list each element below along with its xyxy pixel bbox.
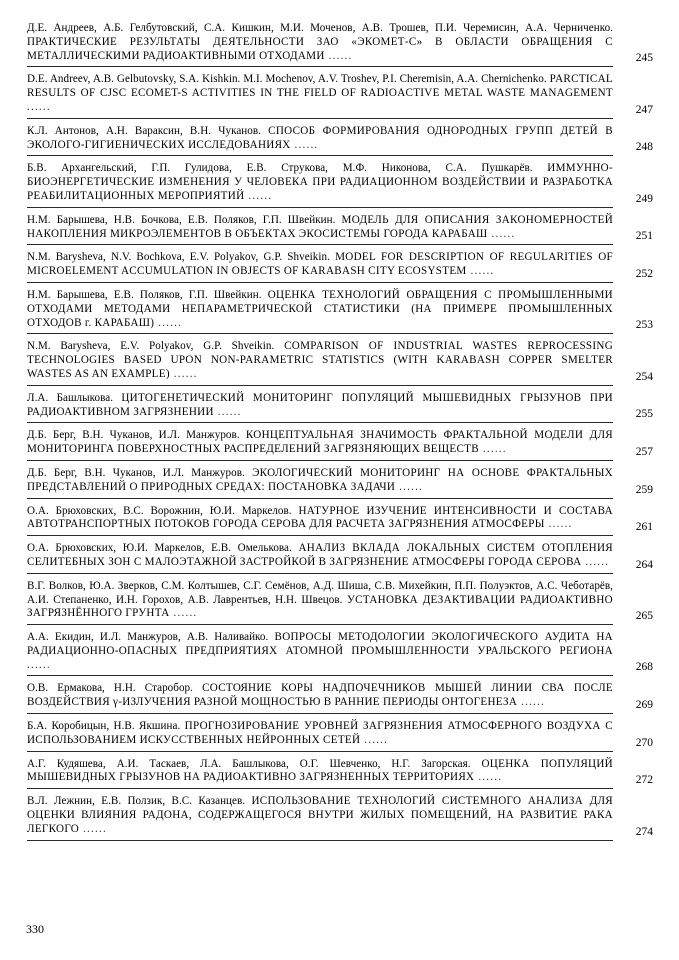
toc-entry-text: [27, 542, 613, 570]
entry-page-number: 249: [635, 192, 653, 205]
toc-entry-text: [27, 795, 613, 836]
entry-page-number: 261: [635, 521, 653, 534]
entry-title: НАТУРНОЕ ИЗУЧЕНИЕ ИНТЕНСИВНОСТИ И СОСТАВА АВТОТРАНСПОРТНЫХ ПОТОКОВ ГОРОДА СЕРОВА ДЛЯ РАСЧЕТА ЗАГРЯЗНЕНИЯ АТМОСФЕРЫ: [27, 504, 613, 531]
entry-title: COMPARISON OF INDUSTRIAL WASTES REPROCESSING TECHNOLOGIES BASED UPON NON-PARAMETRIC STATISTICS (WITH KARABASH COPPER SMELTER WASTES AS AN EXAMPLE): [27, 340, 614, 380]
entry-authors: Н.М. Барышева, Н.В. Бочкова, Е.В. Поляков, Г.П. Швейкин.: [27, 213, 336, 226]
entry-authors: Н.М. Барышева, Е.В. Поляков, Г.П. Швейкин.: [27, 288, 262, 301]
entry-authors: А.А. Екидин, И.Л. Манжуров, А.В. Наливайко.: [27, 631, 269, 644]
entry-title: ОЦЕНКА ПОПУЛЯЦИЙ МЫШЕВИДНЫХ ГРЫЗУНОВ НА РАДИОАКТИВНО ЗАГРЯЗНЕННЫХ ТЕРРИТОРИЯХ: [27, 757, 613, 784]
toc-entry-text: [27, 758, 613, 786]
entry-page-number: 270: [635, 736, 653, 749]
entry-page-number: 272: [635, 774, 653, 787]
dot-leader: ......: [474, 771, 503, 784]
entry-page-number: 255: [635, 408, 653, 421]
entry-authors: N.M. Barysheva, N.V. Bochkova, E.V. Polyakov, G.P. Shveikin.: [27, 251, 330, 264]
entry-authors: Д.Б. Берг, В.Н. Чуканов, И.Л. Манжуров.: [27, 466, 245, 479]
dot-leader: ......: [290, 138, 319, 151]
toc-entry[interactable]: [27, 466, 653, 499]
dot-leader: ......: [324, 49, 353, 62]
entry-page-number: 265: [635, 610, 653, 623]
dot-leader: ......: [169, 607, 198, 620]
toc-entry[interactable]: [27, 73, 653, 118]
entry-page-number: 245: [635, 52, 653, 65]
entry-title: ЦИТОГЕНЕТИЧЕСКИЙ МОНИТОРИНГ ПОПУЛЯЦИЙ МЫШЕВИДНЫХ ГРЫЗУНОВ ПРИ РАДИОАКТИВНОМ ЗАГРЯЗНЕНИИ: [27, 391, 613, 418]
entry-title: MODEL FOR DESCRIPTION OF REGULARITIES OF MICROELEMENT ACCUMULATION IN OBJECTS OF KARABASH CITY ECOSYSTEM: [27, 251, 614, 278]
toc-entry[interactable]: [27, 682, 653, 714]
toc-entry-text: [27, 251, 613, 279]
entry-authors: О.А. Брюховских, Ю.И. Маркелов, Е.В. Омелькова.: [27, 542, 292, 555]
entry-title: ПРОГНОЗИРОВАНИЕ УРОВНЕЙ ЗАГРЯЗНЕНИЯ АТМОСФЕРНОГО ВОЗДУХА С ИСПОЛЬЗОВАНИЕМ ИСКУССТВЕННЫХ НЕЙРОННЫХ СЕТЕЙ: [27, 720, 614, 746]
toc-entry[interactable]: [27, 795, 653, 840]
entry-title: УСТАНОВКА ДЕЗАКТИВАЦИИ РАДИОАКТИВНО ЗАГРЯЗНЁННОГО ГРУНТА: [27, 593, 613, 620]
dot-leader: ......: [517, 696, 545, 709]
entry-page-number: 274: [635, 825, 653, 838]
toc-entry-text: [27, 429, 613, 457]
entry-page-number: 251: [635, 230, 653, 243]
entry-title: АНАЛИЗ ВКЛАДА ЛОКАЛЬНЫХ СИСТЕМ ОТОПЛЕНИЯ СЕЛИТЕБНЫХ ЗОН С МАЛОЭТАЖНОЙ ЗАСТРОЙКОЙ В ЗАГРЯЗНЕНИЕ АТМОСФЕРЫ ГОРОДА СЕРОВА: [27, 542, 614, 568]
entry-page-number: 259: [635, 483, 653, 496]
toc-entry[interactable]: [27, 757, 653, 790]
dot-leader: ......: [244, 189, 273, 202]
toc-entry-text: [27, 162, 613, 203]
entry-authors: Б.А. Коробицын, Н.В. Якшина.: [27, 720, 181, 733]
toc-entry-text: [27, 73, 613, 114]
entry-page-number: 253: [635, 319, 653, 332]
entry-page-number: 268: [635, 661, 653, 674]
table-of-contents: [0, 22, 679, 841]
entry-page-number: 252: [635, 267, 653, 280]
dot-leader: ......: [27, 100, 51, 113]
toc-entry[interactable]: [27, 542, 653, 574]
dot-leader: ......: [154, 316, 183, 329]
dot-leader: ......: [544, 518, 573, 531]
toc-entry[interactable]: [27, 579, 653, 625]
toc-entry[interactable]: [27, 391, 653, 424]
entry-title: ОЦЕНКА ТЕХНОЛОГИЙ ОБРАЩЕНИЯ С ПРОМЫШЛЕННЫМИ ОТХОДАМИ МЕТОДАМИ НЕПАРАМЕТРИЧЕСКОЙ СТАТИСТИКИ (НА ПРИМЕРЕ ПРОМЫШЛЕННЫХ ОТХОДОВ г. КАРАБАШ): [27, 288, 613, 329]
entry-title: СПОСОБ ФОРМИРОВАНИЯ ОДНОРОДНЫХ ГРУПП ДЕТЕЙ В ЭКОЛОГО-ГИГИЕНИЧЕСКИХ ИССЛЕДОВАНИЯХ: [27, 124, 613, 151]
entry-authors: Д.Е. Андреев, А.Б. Гелбутовский, С.А. Кишкин, М.И. Моченов, А.В. Трошев, П.И. Черемисин, А.А. Черниченко.: [27, 22, 613, 34]
entry-authors: В.Л. Лежнин, Е.В. Ползик, В.С. Казанцев.: [27, 795, 246, 808]
entry-authors: К.Л. Антонов, А.Н. Вараксин, В.Н. Чуканов.: [27, 124, 262, 137]
entry-authors: Д.Б. Берг, В.Н. Чуканов, И.Л. Манжуров.: [27, 429, 240, 442]
toc-entry-text: [27, 580, 613, 621]
toc-entry-text: [27, 125, 613, 153]
entry-title: МОДЕЛЬ ДЛЯ ОПИСАНИЯ ЗАКОНОМЕРНОСТЕЙ НАКОПЛЕНИЯ МИКРОЭЛЕМЕНТОВ В ОБЪЕКТАХ ЭКОСИСТЕМЫ ГОРОДА КАРАБАШ: [27, 213, 614, 240]
entry-authors: О.А. Брюховских, В.С. Ворожнин, Ю.И. Маркелов.: [27, 504, 292, 517]
entry-page-number: 269: [635, 699, 653, 712]
dot-leader: ......: [27, 658, 51, 671]
toc-entry[interactable]: [27, 429, 653, 461]
dot-leader: ......: [581, 555, 610, 568]
toc-entry-text: [27, 467, 613, 495]
entry-page-number: 254: [635, 370, 653, 383]
entry-authors: А.Г. Кудяшева, А.И. Таскаев, Л.А. Башлыкова, О.Г. Шевченко, Н.Г. Загорская.: [27, 757, 471, 770]
toc-entry-text: [27, 340, 613, 381]
toc-entry[interactable]: [27, 288, 653, 334]
toc-entry[interactable]: [27, 162, 653, 207]
toc-entry[interactable]: [27, 213, 653, 246]
entry-authors: Б.В. Архангельский, Г.П. Гулидова, Е.В. Струкова, М.Ф. Никонова, С.А. Пушкарёв.: [27, 162, 533, 175]
entry-authors: D.E. Andreev, A.B. Gelbutovsky, S.A. Kishkin. M.I. Mochenov, A.V. Troshev, P.I. Cheremisin, A.A. Chernichenko.: [27, 73, 547, 86]
entry-authors: Л.А. Башлыкова.: [27, 391, 114, 404]
dot-leader: ......: [487, 227, 516, 240]
dot-leader: ......: [478, 443, 507, 456]
entry-title: СОСТОЯНИЕ КОРЫ НАДПОЧЕЧНИКОВ МЫШЕЙ ЛИНИИ СВА ПОСЛЕ ВОЗДЕЙСТВИЯ γ-ИЗЛУЧЕНИЯ РАЗНОЙ МОЩНОСТЬЮ В РАННИЕ ПЕРИОДЫ ОНТОГЕНЕЗА: [27, 682, 614, 709]
dot-leader: ......: [466, 265, 495, 278]
toc-entry-text: [27, 289, 613, 330]
dot-leader: ......: [395, 480, 424, 493]
entry-page-number: 248: [635, 141, 653, 154]
entry-page-number: 264: [635, 558, 653, 571]
toc-entry-text: [27, 505, 613, 533]
toc-entry[interactable]: [27, 631, 653, 676]
toc-entry[interactable]: [27, 124, 653, 157]
toc-entry[interactable]: [27, 504, 653, 537]
toc-entry-text: [27, 682, 613, 710]
toc-entry-text: [27, 392, 613, 420]
dot-leader: ......: [213, 405, 242, 418]
toc-entry-text: [27, 720, 613, 748]
entry-title: ЭКОЛОГИЧЕСКИЙ МОНИТОРИНГ НА ОСНОВЕ ФРАКТАЛЬНЫХ ПРЕДСТАВЛЕНИЙ О ПРИРОДНЫХ СРЕДАХ: ПОСТАНОВКА ЗАДАЧИ: [27, 466, 613, 493]
dot-leader: ......: [169, 367, 198, 380]
entry-title: ПРАКТИЧЕСКИЕ РЕЗУЛЬТАТЫ ДЕЯТЕЛЬНОСТИ ЗАО «ЭКОМЕТ-С» В ОБЛАСТИ ОБРАЩЕНИЯ С МЕТАЛЛИЧЕСКИМИ РАДИОАКТИВНЫМИ ОТХОДАМИ: [27, 35, 613, 62]
toc-entry-text: [27, 22, 613, 63]
entry-title: КОНЦЕПТУАЛЬНАЯ ЗНАЧИМОСТЬ ФРАКТАЛЬНОЙ МОДЕЛИ ДЛЯ МОНИТОРИНГА ПОВЕРХНОСТНЫХ РАСПРЕДЕЛЕНИЙ ЗАГРЯЗНЯЮЩИХ ВЕЩЕСТВ: [27, 429, 613, 456]
page-number: 330: [26, 922, 44, 936]
entry-authors: N.M. Barysheva, E.V. Polyakov, G.P. Shveikin.: [27, 340, 275, 353]
entry-title: ИСПОЛЬЗОВАНИЕ ТЕХНОЛОГИЙ СИСТЕМНОГО АНАЛИЗА ДЛЯ ОЦЕНКИ ВЛИЯНИЯ РАДОНА, СОДЕРЖАЩЕГОСЯ ВНУТРИ ЖИЛЫХ ПОМЕЩЕНИЙ, НА РАЗВИТИЕ РАКА ЛЕГКОГО: [27, 795, 614, 835]
toc-entry-text: [27, 214, 613, 242]
entry-authors: В.Г. Волков, Ю.А. Зверков, С.М. Колтышев, С.Г. Семёнов, А.Д. Шиша, С.В. Михейкин, П.П. Полуэктов, А.С. Чеботарёв, А.И. Степаненко, И.Н. Горохов, А.В. Лаврентьев, Н.Н. Швецов.: [27, 579, 613, 606]
entry-title: PARCTICAL RESULTS OF CJSC ECOMET-S ACTIVITIES IN THE FIELD OF RADIOACTIVE METAL WASTE MANAGEMENT: [27, 73, 613, 100]
entry-page-number: 247: [635, 103, 653, 116]
dot-leader: ......: [360, 733, 389, 746]
entry-page-number: 257: [635, 445, 653, 458]
toc-entry-text: [27, 631, 613, 672]
entry-title: ИММУННО-БИОЭНЕРГЕТИЧЕСКИЕ ИЗМЕНЕНИЯ У ЧЕЛОВЕКА ПРИ РАДИАЦИОННОМ ВОЗДЕЙСТВИИ И РАЗРАБОТКА РЕАБИЛИТАЦИОННЫХ МЕРОПРИЯТИЙ: [27, 162, 613, 202]
toc-entry[interactable]: [27, 251, 653, 283]
entry-authors: О.В. Ермакова, Н.Н. Старобор.: [27, 682, 193, 695]
dot-leader: ......: [79, 822, 107, 835]
toc-entry[interactable]: [27, 22, 653, 67]
toc-entry[interactable]: [27, 340, 653, 385]
toc-entry[interactable]: [27, 720, 653, 752]
entry-title: ВОПРОСЫ МЕТОДОЛОГИИ ЭКОЛОГИЧЕСКОГО АУДИТА НА РАДИАЦИОННО-ОПАСНЫХ ПРЕДПРИЯТИЯХ АТОМНОЙ ПРОМЫШЛЕННОСТИ УРАЛЬСКОГО РЕГИОНА: [27, 631, 613, 657]
